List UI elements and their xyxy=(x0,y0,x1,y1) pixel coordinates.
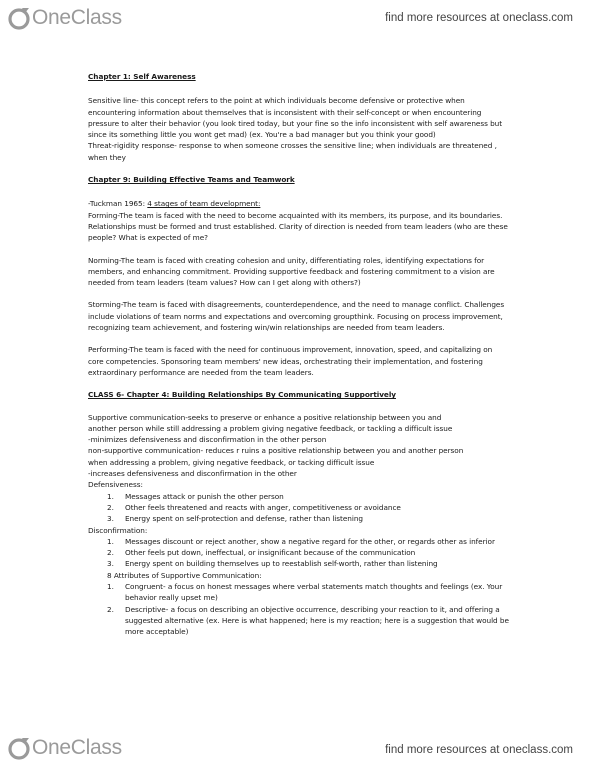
document-body xyxy=(88,71,510,637)
oneclass-logo-icon xyxy=(8,736,30,760)
supportive-line: -increases defensiveness and disconfirmation in the other xyxy=(88,469,297,479)
defensiveness-list xyxy=(88,491,510,525)
oneclass-logo[interactable] xyxy=(8,6,122,30)
header-tagline[interactable]: find more resources at oneclass.com xyxy=(385,12,573,24)
logo-text: OneClass xyxy=(32,6,122,29)
logo-text: OneClass xyxy=(32,736,122,759)
supportive-line: non-supportive communication- reduces r ruins a positive relationship between you and another person xyxy=(88,446,464,456)
oneclass-logo-icon xyxy=(8,6,30,30)
sensitive-line-paragraph: Sensitive line- this concept refers to the point at which individuals become defensive or protective when encountering information about themselves that is inconsistent with their self-concept or when encountering pressure to alter their behavior (you look tired today, but your fine so the info inconsistent with self awareness but since its something little you wont get mad) (ex. You're a bad manager but you think your good) xyxy=(88,96,503,140)
performing-paragraph: Performing-The team is faced with the need for continuous improvement, innovation, speed, and capitalizing on core competencies. Sponsoring team members' new ideas, orchestrating their implementation, and fostering extraordinary performance are needed from the team leaders. xyxy=(88,345,493,377)
defensiveness-label: Defensiveness: xyxy=(88,480,143,490)
chapter1-heading: Chapter 1: Self Awareness xyxy=(88,72,196,81)
list-item: 1. Messages attack or punish the other person xyxy=(107,491,284,501)
list-item: 3. Energy spent on building themselves up to reestablish self-worth, rather than listening xyxy=(107,559,438,569)
tuckman-line xyxy=(88,198,510,209)
forming-paragraph: Forming-The team is faced with the need to become acquainted with its members, its purpose, and its boundaries. Relationships must be formed and trust established. Clarity of direction is needed from team leaders (who are these people? What is expected of me? xyxy=(88,210,508,243)
list-item: 2. Descriptive- a focus on describing an objective occurrence, describing your reaction to it, and offering a suggested alternative (ex. Here is what happened; here is my reaction; here is a suggestion that would be more acceptable) xyxy=(107,604,509,637)
tuckman-prefix: -Tuckman 1965: xyxy=(88,199,148,209)
oneclass-logo[interactable] xyxy=(8,736,122,760)
supportive-line: another person while still addressing a problem giving negative feedback, or tackling a difficult issue xyxy=(88,423,453,433)
class6-heading: CLASS 6- Chapter 4: Building Relationships By Communicating Supportively xyxy=(88,390,396,400)
norming-paragraph: Norming-The team is faced with creating cohesion and unity, differentiating roles, identifying expectations for members, and enhancing commitment. Providing supportive feedback and fostering commitment to a vision are needed from team leaders (team values? How can I get along with others?) xyxy=(88,255,495,288)
disconfirmation-list xyxy=(88,536,510,570)
supportive-line: -minimizes defensiveness and disconfirmation in the other person xyxy=(88,435,327,445)
attributes-label: 8 Attributes of Supportive Communication: xyxy=(107,570,262,580)
supportive-line: Supportive communication-seeks to preserve or enhance a positive relationship between you and xyxy=(88,412,442,422)
chapter9-heading: Chapter 9: Building Effective Teams and Teamwork xyxy=(88,175,295,185)
list-item: 3. Energy spent on self-protection and defense, rather than listening xyxy=(107,514,363,524)
list-item: 2. Other feels threatened and reacts with anger, competitiveness or avoidance xyxy=(107,502,401,512)
page-header xyxy=(0,0,595,40)
page-footer xyxy=(0,736,595,770)
list-item: 1. Congruent- a focus on honest messages where verbal statements match thoughts and feelings (ex. Your behavior really upset me) xyxy=(107,581,503,603)
list-item: 1. Messages discount or reject another, show a negative regard for the other, or regards other as inferior xyxy=(107,536,495,546)
threat-rigidity-paragraph: Threat-rigidity response- response to when someone crosses the sensitive line; when individuals are threatened , when they xyxy=(88,141,497,162)
attributes-list xyxy=(88,581,510,637)
tuckman-stages-title: 4 stages of team development: xyxy=(147,199,261,209)
list-item: 2. Other feels put down, ineffectual, or insignificant because of the communication xyxy=(107,548,416,558)
disconfirmation-label: Disconfirmation: xyxy=(88,525,148,535)
supportive-line: when addressing a problem, giving negative feedback, or tacking difficult issue xyxy=(88,457,375,467)
footer-tagline[interactable]: find more resources at oneclass.com xyxy=(385,744,573,756)
storming-paragraph: Storming-The team is faced with disagreements, counterdependence, and the need to manage conflict. Challenges include violations of team norms and expectations and overcoming groupthink. Focusing on process improvement, recognizing team achievement, and fostering win/win relationships are needed from team leaders. xyxy=(88,300,505,333)
